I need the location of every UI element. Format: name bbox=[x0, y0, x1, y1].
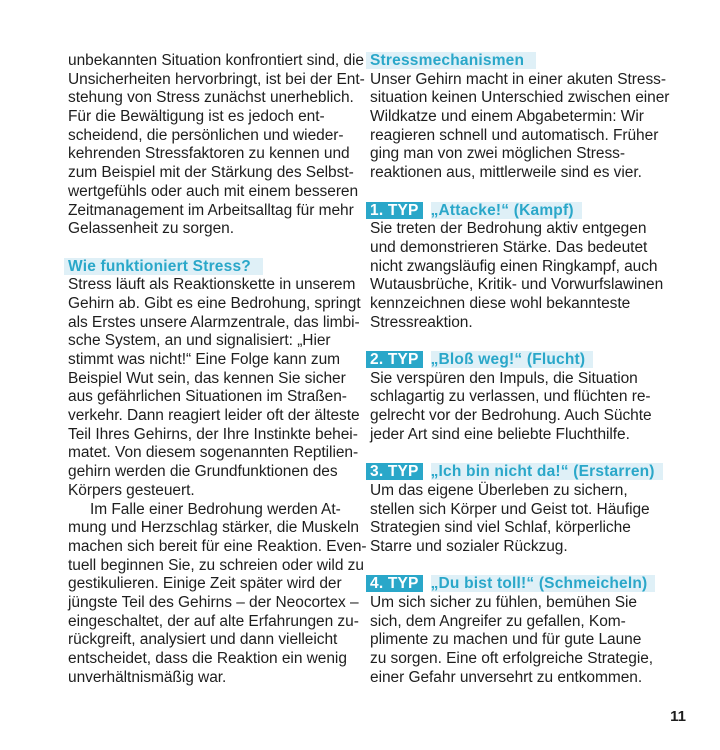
section-heading-text: Stressmechanismen bbox=[366, 52, 536, 69]
text-line: reaktionen aus, mittlerweile sind es vier. bbox=[370, 164, 642, 182]
paragraph-gap bbox=[370, 183, 678, 202]
type-heading bbox=[370, 202, 678, 221]
text-line: Teil Ihres Gehirns, der Ihre Instinkte behei- bbox=[68, 425, 358, 443]
text-line: als Erstes unsere Alarmzentrale, das limbi- bbox=[68, 313, 360, 331]
type-block-flight bbox=[370, 351, 678, 444]
text-line: Um sich sicher zu fühlen, bemühen Sie bbox=[370, 593, 637, 611]
right-column bbox=[370, 52, 678, 687]
text-line: zu sorgen. Eine oft erfolgreiche Strategie, bbox=[370, 650, 654, 667]
text-line: Im Falle einer Bedrohung werden At- bbox=[90, 500, 341, 518]
text-line: und demonstrieren Stärke. Das bedeutet bbox=[370, 238, 648, 256]
type-block-fight bbox=[370, 202, 678, 333]
text-line: eingeschaltet, der auf alte Erfahrungen zu- bbox=[68, 612, 359, 630]
text-line: sich, dem Angreifer zu gefallen, Kom- bbox=[370, 612, 626, 630]
text-line: Um das eigene Überleben zu sichern, bbox=[370, 481, 628, 499]
text-line: verkehr. Dann reagiert leider oft der älteste bbox=[68, 407, 360, 425]
section-heading-stress-mechanisms bbox=[370, 52, 678, 71]
text-line: situation keinen Unterschied zwischen einer bbox=[370, 89, 670, 107]
text-line: gestikulieren. Einige Zeit später wird der bbox=[68, 575, 342, 593]
type-tag: 3. TYP bbox=[366, 463, 423, 480]
text-line: einer Gefahr unversehrt zu entkommen. bbox=[370, 668, 643, 686]
text-line: jüngste Teil des Gehirns – der Neocortex – bbox=[68, 593, 359, 611]
section-heading-how-stress-works bbox=[68, 258, 360, 277]
text-line: Strategien sind viel Schlaf, körperliche bbox=[370, 519, 631, 537]
text-line: gelrecht vor der Bedrohung. Auch Süchte bbox=[370, 407, 652, 425]
text-line: kennzeichnen diese wohl bekannteste bbox=[370, 294, 631, 312]
text-line: reagieren schnell und automatisch. Früher bbox=[370, 126, 659, 144]
intro-paragraph bbox=[68, 52, 365, 239]
text-line: kehrenden Stressfaktoren zu kennen und bbox=[68, 145, 350, 163]
type-title: „Du bist toll!“ (Schmeicheln) bbox=[431, 575, 656, 592]
section-heading-text: Wie funktioniert Stress? bbox=[64, 258, 263, 275]
text-line: Für die Bewältigung ist es jedoch ent- bbox=[68, 108, 325, 126]
paragraph-gap bbox=[370, 444, 678, 463]
text-line: ging man von zwei möglichen Stress- bbox=[370, 145, 625, 163]
type-title: „Ich bin nicht da!“ (Erstarren) bbox=[431, 463, 663, 480]
text-line: Stressreaktion. bbox=[370, 313, 473, 331]
text-line: rückgreift, analysiert und dann vielleicht bbox=[68, 631, 338, 649]
text-line: jeder Art sind eine beliebte Fluchthilfe. bbox=[370, 425, 630, 443]
paragraph-gap bbox=[370, 332, 678, 351]
type-heading bbox=[370, 575, 678, 594]
text-line: Wutausbrüche, Kritik- und Vorwurfslawinen bbox=[370, 276, 664, 294]
text-line: tuell beginnen Sie, zu schreien oder wild zu bbox=[68, 556, 364, 574]
how-stress-works-paragraph bbox=[68, 276, 360, 500]
text-line: aus gefährlichen Situationen im Straßen- bbox=[68, 388, 347, 406]
text-line: Beispiel Wut sein, das kennen Sie sicher bbox=[68, 369, 346, 387]
text-line: machen sich bereit für eine Reaktion. Even- bbox=[68, 537, 367, 555]
text-line: plimente zu machen und für gute Laune bbox=[370, 631, 642, 649]
text-line: Unser Gehirn macht in einer akuten Stress- bbox=[370, 70, 666, 88]
text-line: Körpers gesteuert. bbox=[68, 481, 195, 499]
text-line: Starre und sozialer Rückzug. bbox=[370, 537, 568, 555]
text-line: wertgefühls oder auch mit einem besseren bbox=[68, 182, 359, 200]
text-line: entscheidet, dass die Reaktion ein wenig bbox=[68, 650, 347, 667]
text-line: schlagartig zu verlassen, und flüchten re- bbox=[370, 388, 651, 406]
type-heading bbox=[370, 351, 678, 370]
type-title: „Attacke!“ (Kampf) bbox=[431, 202, 582, 219]
type-heading bbox=[370, 463, 678, 482]
text-line: Wildkatze und einem Abgabetermin: Wir bbox=[370, 108, 644, 126]
paragraph-gap bbox=[370, 557, 678, 576]
text-line: gehirn werden die Grundfunktionen des bbox=[68, 463, 338, 481]
text-line: matet. Von diesem sogenannten Reptilien- bbox=[68, 444, 359, 462]
type-tag: 2. TYP bbox=[366, 351, 423, 368]
type-title: „Bloß weg!“ (Flucht) bbox=[431, 351, 594, 368]
type-tag: 1. TYP bbox=[366, 202, 423, 219]
text-line: Sie verspüren den Impuls, die Situation bbox=[370, 369, 638, 387]
threat-response-paragraph bbox=[68, 500, 367, 688]
stress-mechanisms-paragraph bbox=[370, 71, 678, 183]
text-line: unverhältnismäßig war. bbox=[68, 668, 227, 686]
text-line: stimmt was nicht!“ Eine Folge kann zum bbox=[68, 351, 341, 368]
text-line: unbekannten Situation konfrontiert sind, die bbox=[68, 52, 364, 69]
text-line: Gelassenheit zu sorgen. bbox=[68, 220, 235, 238]
text-line: Stress läuft als Reaktionskette in unserem bbox=[68, 276, 356, 294]
page-number: 11 bbox=[670, 708, 686, 725]
text-line: nicht zwangsläufig einen Ringkampf, auch bbox=[370, 257, 658, 275]
type-tag: 4. TYP bbox=[366, 575, 423, 592]
text-line: scheidend, die persönlichen und wieder- bbox=[68, 126, 344, 144]
paragraph-gap bbox=[68, 239, 360, 258]
text-line: zum Beispiel mit der Stärkung des Selbst- bbox=[68, 164, 354, 182]
text-line: Gehirn ab. Gibt es eine Bedrohung, springt bbox=[68, 294, 361, 312]
type-block-flatter bbox=[370, 575, 678, 687]
text-line: mung und Herzschlag stärker, die Muskeln bbox=[68, 519, 359, 537]
text-line: Sie treten der Bedrohung aktiv entgegen bbox=[370, 220, 647, 238]
type-block-freeze bbox=[370, 463, 678, 556]
left-column bbox=[68, 52, 367, 687]
text-line: stellen sich Körper und Geist tot. Häufige bbox=[370, 500, 650, 518]
text-line: Unsicherheiten hervorbringt, ist bei der Ent- bbox=[68, 70, 365, 88]
text-line: stehung von Stress zunächst unerheblich. bbox=[68, 89, 354, 107]
text-line: Zeitmanagement im Arbeitsalltag für mehr bbox=[68, 201, 354, 219]
text-line: sche System, an und signalisiert: „Hier bbox=[68, 332, 331, 350]
